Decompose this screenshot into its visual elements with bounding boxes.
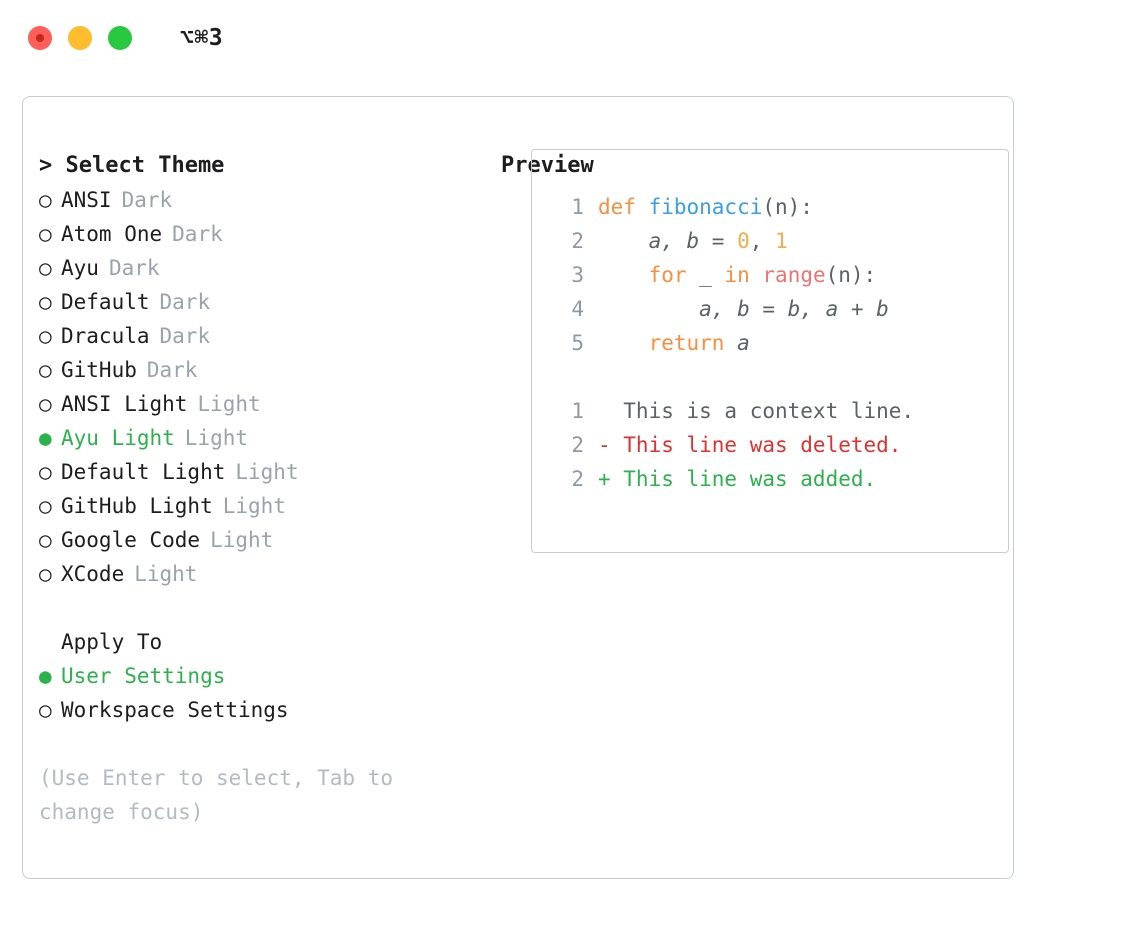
code-token — [598, 365, 611, 389]
code-token — [724, 331, 737, 355]
apply-to-option-label: User Settings — [61, 664, 226, 688]
select-theme-header: > Select Theme — [39, 153, 225, 178]
preview-box — [531, 149, 1009, 553]
code-line — [550, 258, 1008, 292]
theme-option-label: Default — [61, 290, 150, 314]
apply-to-option[interactable] — [39, 659, 469, 693]
code-token: range — [762, 263, 826, 287]
line-number: 3 — [571, 263, 584, 287]
code-token: (n): — [762, 195, 813, 219]
theme-option-label: Atom One — [61, 222, 163, 246]
code-token: , — [749, 229, 776, 253]
radio-selected-icon: ● — [39, 664, 52, 688]
code-line — [550, 292, 1008, 326]
code-text — [598, 258, 876, 292]
line-number: 5 — [571, 331, 584, 355]
radio-unselected-icon: ○ — [39, 256, 52, 280]
code-token: return — [648, 331, 725, 355]
theme-option-label: ANSI — [61, 188, 112, 212]
code-token: a, b = — [598, 229, 738, 253]
theme-option[interactable] — [39, 455, 469, 489]
radio-selected-icon: ● — [39, 426, 52, 450]
theme-option[interactable] — [39, 353, 469, 387]
theme-option-label: Ayu Light — [61, 426, 175, 450]
code-token: 1 — [775, 229, 788, 253]
main-panel — [22, 96, 1014, 879]
code-token: in — [724, 263, 750, 287]
code-token: fibonacci — [648, 195, 763, 219]
theme-option[interactable] — [39, 285, 469, 319]
theme-variant-label: Light — [222, 494, 286, 518]
preview-header: Preview — [501, 153, 594, 178]
radio-unselected-icon: ○ — [39, 392, 52, 416]
radio-unselected-icon: ○ — [39, 358, 52, 382]
theme-option[interactable] — [39, 183, 469, 217]
line-number: 4 — [571, 297, 584, 321]
theme-variant-label: Dark — [159, 324, 211, 348]
code-token: This is a context line. — [598, 399, 915, 423]
apply-to-list[interactable] — [39, 659, 469, 727]
theme-variant-label: Light — [184, 426, 249, 450]
theme-option[interactable] — [39, 523, 469, 557]
theme-option-label: XCode — [61, 562, 125, 586]
theme-selector-column — [39, 149, 469, 829]
radio-unselected-icon: ○ — [39, 494, 52, 518]
code-line — [550, 428, 1008, 462]
theme-variant-label: Dark — [121, 188, 173, 212]
code-line — [550, 462, 1008, 496]
apply-to-header: Apply To — [61, 630, 163, 654]
theme-option-label: Ayu — [61, 256, 99, 280]
theme-variant-label: Dark — [108, 256, 160, 280]
code-token: (n): — [825, 263, 877, 287]
keyboard-hint: (Use Enter to select, Tab to change focus) — [39, 766, 406, 824]
apply-to-option[interactable] — [39, 693, 469, 727]
theme-variant-label: Dark — [146, 358, 198, 382]
code-line — [550, 394, 1008, 428]
zoom-button[interactable] — [108, 26, 132, 50]
theme-variant-label: Light — [134, 562, 198, 586]
code-line — [550, 360, 1008, 394]
theme-option[interactable] — [39, 421, 469, 455]
theme-variant-label: Light — [210, 528, 274, 552]
line-number: 1 — [571, 399, 584, 423]
radio-unselected-icon: ○ — [39, 188, 52, 212]
radio-unselected-icon: ○ — [39, 562, 52, 586]
line-number — [550, 360, 584, 394]
theme-option-label: Default Light — [61, 460, 226, 484]
code-token — [750, 263, 763, 287]
code-line — [550, 326, 1008, 360]
theme-variant-label: Dark — [159, 290, 211, 314]
code-token: - This line was deleted. — [598, 433, 902, 457]
radio-unselected-icon: ○ — [39, 528, 52, 552]
theme-option[interactable] — [39, 489, 469, 523]
theme-option[interactable] — [39, 557, 469, 591]
window-title: ⌥⌘3 — [180, 25, 224, 51]
line-number: 2 — [571, 467, 584, 491]
code-token: for — [648, 263, 687, 287]
code-text — [598, 394, 914, 428]
code-text — [598, 326, 750, 360]
code-token — [598, 263, 649, 287]
theme-option[interactable] — [39, 387, 469, 421]
theme-option[interactable] — [39, 319, 469, 353]
radio-unselected-icon: ○ — [39, 290, 52, 314]
theme-option-label: ANSI Light — [61, 392, 188, 416]
code-token — [598, 331, 649, 355]
code-text — [598, 360, 611, 394]
code-text — [598, 462, 876, 496]
theme-option[interactable] — [39, 217, 469, 251]
radio-unselected-icon: ○ — [39, 698, 52, 722]
code-preview — [532, 150, 1008, 496]
code-token: a — [737, 331, 750, 355]
code-text — [598, 224, 788, 258]
code-token: a, b = b, a + b — [598, 297, 889, 321]
radio-unselected-icon: ○ — [39, 324, 52, 348]
theme-option[interactable] — [39, 251, 469, 285]
code-token: + This line was added. — [598, 467, 877, 491]
minimize-button[interactable] — [68, 26, 92, 50]
apply-to-option-label: Workspace Settings — [61, 698, 289, 722]
code-line — [550, 224, 1008, 258]
radio-unselected-icon: ○ — [39, 222, 52, 246]
theme-variant-label: Dark — [172, 222, 223, 246]
theme-option-label: Google Code — [61, 528, 201, 552]
line-number: 1 — [571, 195, 584, 219]
theme-option-label: Dracula — [61, 324, 150, 348]
theme-variant-label: Light — [197, 392, 261, 416]
code-token: 0 — [737, 229, 750, 253]
code-line — [550, 190, 1008, 224]
theme-list[interactable] — [39, 183, 469, 591]
theme-option-label: GitHub Light — [61, 494, 213, 518]
title-bar — [0, 0, 1140, 76]
close-button[interactable] — [28, 26, 52, 50]
radio-unselected-icon: ○ — [39, 460, 52, 484]
code-token: _ — [686, 263, 725, 287]
code-text — [598, 292, 889, 326]
code-token: def — [598, 195, 649, 219]
line-number: 2 — [571, 433, 584, 457]
theme-option-label: GitHub — [61, 358, 137, 382]
code-text — [598, 190, 813, 224]
theme-variant-label: Light — [235, 460, 299, 484]
line-number: 2 — [571, 229, 584, 253]
code-text — [598, 428, 901, 462]
